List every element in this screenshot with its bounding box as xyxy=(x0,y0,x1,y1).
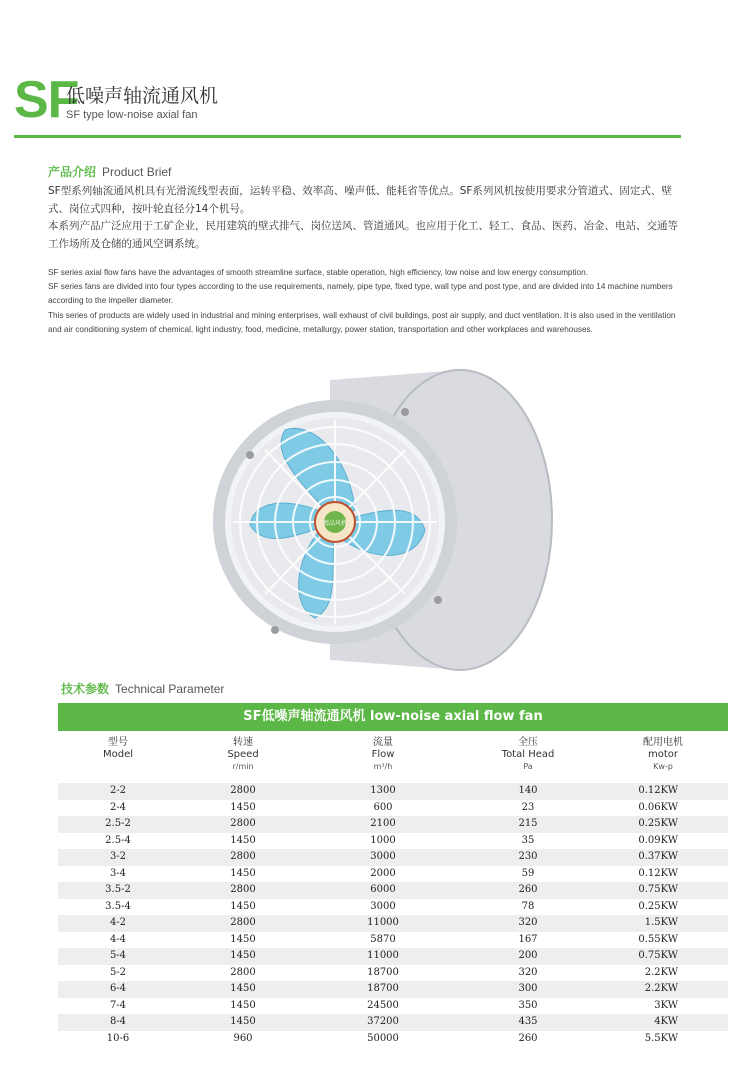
header-en: Model xyxy=(102,749,134,760)
header-cn: 流量 xyxy=(373,737,393,748)
cell-motor: 0.37KW xyxy=(638,851,678,862)
column-header-total-head xyxy=(458,737,598,783)
cell-model: 10-6 xyxy=(106,1032,130,1044)
cell-speed: 960 xyxy=(233,1032,253,1044)
cell-head: 300 xyxy=(518,983,538,994)
brief-cn-paragraph: SF型系列轴流通风机具有光滑流线型表面，运转平稳、效率高、噪声低、能耗省等优点。SF系列风机按使用要求分管道式、固定式、壁式、岗位式四种，按叶轮直径分14个机号。 xyxy=(48,185,672,215)
cell-speed: 1450 xyxy=(230,1016,256,1027)
cell-speed: 1450 xyxy=(230,999,256,1011)
cell-model: 7-4 xyxy=(109,999,127,1011)
header-en: Flow xyxy=(371,749,395,760)
table-row xyxy=(58,849,728,866)
cell-speed: 2800 xyxy=(230,884,256,895)
brief-en-paragraph: SF series fans are divided into four types according to the use requirements, namely, pipe type, fixed type, wall type and post type, and are divided into 14 machine numbers according to the impeller diameter. xyxy=(48,282,673,306)
table-row xyxy=(58,1031,728,1048)
cell-motor: 0.25KW xyxy=(638,900,678,912)
logo-sf: SF xyxy=(14,71,79,129)
fan-image xyxy=(210,360,560,680)
cell-flow: 11000 xyxy=(367,950,399,961)
table-row xyxy=(58,932,728,949)
table-row xyxy=(58,800,728,817)
cell-head: 140 xyxy=(518,785,538,796)
cell-model: 2.5-4 xyxy=(105,834,131,846)
header-unit: m³/h xyxy=(373,762,393,771)
table-row xyxy=(58,816,728,833)
cell-head: 23 xyxy=(521,801,535,813)
cell-head: 320 xyxy=(518,966,538,978)
spec-table-body xyxy=(58,783,728,1047)
brief-en-paragraph: This series of products are widely used in industrial and mining enterprises, wall exhaust of civil buildings, post air supply, and duct ventilation. It is also used in the ventilation and air conditioning system of chemical, light industry, food, medicine, metallurgy, power station, transportation and other workplaces and warehouses. xyxy=(48,310,676,334)
cell-flow: 600 xyxy=(373,801,393,813)
table-row xyxy=(58,833,728,850)
table-row xyxy=(58,981,728,998)
cell-motor: 4KW xyxy=(654,1016,678,1027)
table-row xyxy=(58,882,728,899)
spec-table-banner: SF低噪声轴流通风机 low-noise axial flow fan xyxy=(58,703,728,731)
cell-motor: 0.12KW xyxy=(638,785,678,796)
column-header-flow xyxy=(308,737,458,783)
brief-heading xyxy=(48,163,171,180)
cell-flow: 50000 xyxy=(367,1032,399,1044)
cell-flow: 18700 xyxy=(367,966,399,978)
header-unit: r/min xyxy=(232,762,254,771)
fan-badge-text: 精品风机 xyxy=(322,520,348,527)
cell-speed: 2800 xyxy=(230,917,256,928)
cell-model: 3.5-2 xyxy=(105,884,131,895)
header-en: Total Head xyxy=(501,749,555,760)
brief-heading-cn: 产品介绍 xyxy=(48,165,97,179)
cell-flow: 3000 xyxy=(370,900,396,912)
cell-flow: 11000 xyxy=(367,917,399,928)
column-header-speed xyxy=(178,737,308,783)
cell-speed: 1450 xyxy=(230,801,256,813)
cell-flow: 3000 xyxy=(370,851,396,862)
cell-speed: 2800 xyxy=(230,966,256,978)
cell-model: 3-2 xyxy=(109,851,127,862)
cell-motor: 1.5KW xyxy=(644,917,678,928)
cell-flow: 18700 xyxy=(367,983,399,994)
cell-model: 4-4 xyxy=(109,933,127,945)
cell-head: 350 xyxy=(518,999,538,1011)
cell-speed: 1450 xyxy=(230,834,256,846)
header-unit: Pa xyxy=(523,762,533,771)
cell-model: 5-4 xyxy=(109,950,127,961)
header-cn: 型号 xyxy=(108,737,128,748)
cell-head: 320 xyxy=(518,917,538,928)
cell-speed: 1450 xyxy=(230,933,256,945)
cell-head: 260 xyxy=(518,884,538,895)
header-cn: 全压 xyxy=(518,737,538,748)
cell-head: 35 xyxy=(521,834,535,846)
header-unit: Kw-p xyxy=(653,762,673,771)
cell-speed: 2800 xyxy=(230,818,256,829)
cell-flow: 1300 xyxy=(370,785,396,796)
cell-flow: 2000 xyxy=(370,867,396,879)
cell-head: 435 xyxy=(518,1016,538,1027)
header-cn: 转速 xyxy=(233,737,253,748)
column-header-model xyxy=(58,737,178,783)
cell-head: 260 xyxy=(518,1032,538,1044)
page-title: 低噪声轴流通风机 xyxy=(66,85,219,107)
cell-model: 8-4 xyxy=(109,1016,127,1027)
cell-model: 2-2 xyxy=(109,785,127,796)
cell-head: 78 xyxy=(521,900,535,912)
cell-speed: 1450 xyxy=(230,983,256,994)
cell-model: 4-2 xyxy=(109,917,127,928)
header-en: motor xyxy=(647,749,678,760)
column-header-motor xyxy=(598,737,728,783)
spec-table xyxy=(58,703,728,1047)
cell-speed: 1450 xyxy=(230,950,256,961)
table-row xyxy=(58,998,728,1015)
spec-table-header xyxy=(58,731,728,783)
cell-motor: 0.06KW xyxy=(638,801,678,813)
cell-speed: 1450 xyxy=(230,867,256,879)
brief-en-text xyxy=(48,266,688,337)
header-en: Speed xyxy=(227,749,259,760)
cell-head: 167 xyxy=(518,933,538,945)
table-row xyxy=(58,783,728,800)
cell-speed: 1450 xyxy=(230,900,256,912)
cell-motor: 2.2KW xyxy=(644,966,678,978)
page-subtitle: SF type low-noise axial fan xyxy=(66,109,198,121)
cell-model: 3.5-4 xyxy=(105,900,131,912)
cell-model: 2.5-2 xyxy=(105,818,131,829)
cell-flow: 24500 xyxy=(367,999,399,1011)
brief-en-paragraph: SF series axial flow fans have the advantages of smooth streamline surface, stable operation, high efficiency, low noise and low energy consumption. xyxy=(48,268,588,277)
cell-head: 230 xyxy=(518,851,538,862)
tech-heading xyxy=(61,680,224,697)
cell-flow: 5870 xyxy=(370,933,396,945)
cell-motor: 3KW xyxy=(654,999,678,1011)
cell-flow: 37200 xyxy=(367,1016,399,1027)
table-row xyxy=(58,948,728,965)
cell-motor: 0.75KW xyxy=(638,884,678,895)
cell-flow: 1000 xyxy=(370,834,396,846)
tech-heading-en: Technical Parameter xyxy=(115,682,225,696)
cell-motor: 2.2KW xyxy=(644,983,678,994)
tech-heading-cn: 技术参数 xyxy=(61,682,110,696)
brief-heading-en: Product Brief xyxy=(102,165,172,179)
cell-speed: 2800 xyxy=(230,785,256,796)
cell-model: 2-4 xyxy=(109,801,127,813)
cell-motor: 5.5KW xyxy=(644,1032,678,1044)
header-cn: 配用电机 xyxy=(643,737,683,748)
brief-cn-text xyxy=(48,183,678,253)
brief-cn-paragraph: 本系列产品广泛应用于工矿企业，民用建筑的壁式排气、岗位送风、管道通风。也应用于化工、轻工、食品、医药、冶金、电站、交通等工作场所及仓储的通风空调系统。 xyxy=(48,220,678,250)
cell-speed: 2800 xyxy=(230,851,256,862)
cell-model: 6-4 xyxy=(109,983,127,994)
cell-motor: 0.55KW xyxy=(638,933,678,945)
cell-model: 3-4 xyxy=(109,867,127,879)
cell-motor: 0.75KW xyxy=(638,950,678,961)
table-row xyxy=(58,866,728,883)
cell-head: 200 xyxy=(518,950,538,961)
table-row xyxy=(58,965,728,982)
cell-motor: 0.12KW xyxy=(638,867,678,879)
header-divider xyxy=(14,135,681,138)
cell-motor: 0.25KW xyxy=(638,818,678,829)
cell-model: 5-2 xyxy=(109,966,127,978)
cell-flow: 2100 xyxy=(370,818,396,829)
cell-flow: 6000 xyxy=(370,884,396,895)
table-row xyxy=(58,915,728,932)
cell-motor: 0.09KW xyxy=(638,834,678,846)
table-row xyxy=(58,1014,728,1031)
table-row xyxy=(58,899,728,916)
cell-head: 215 xyxy=(518,818,538,829)
cell-head: 59 xyxy=(521,867,535,879)
